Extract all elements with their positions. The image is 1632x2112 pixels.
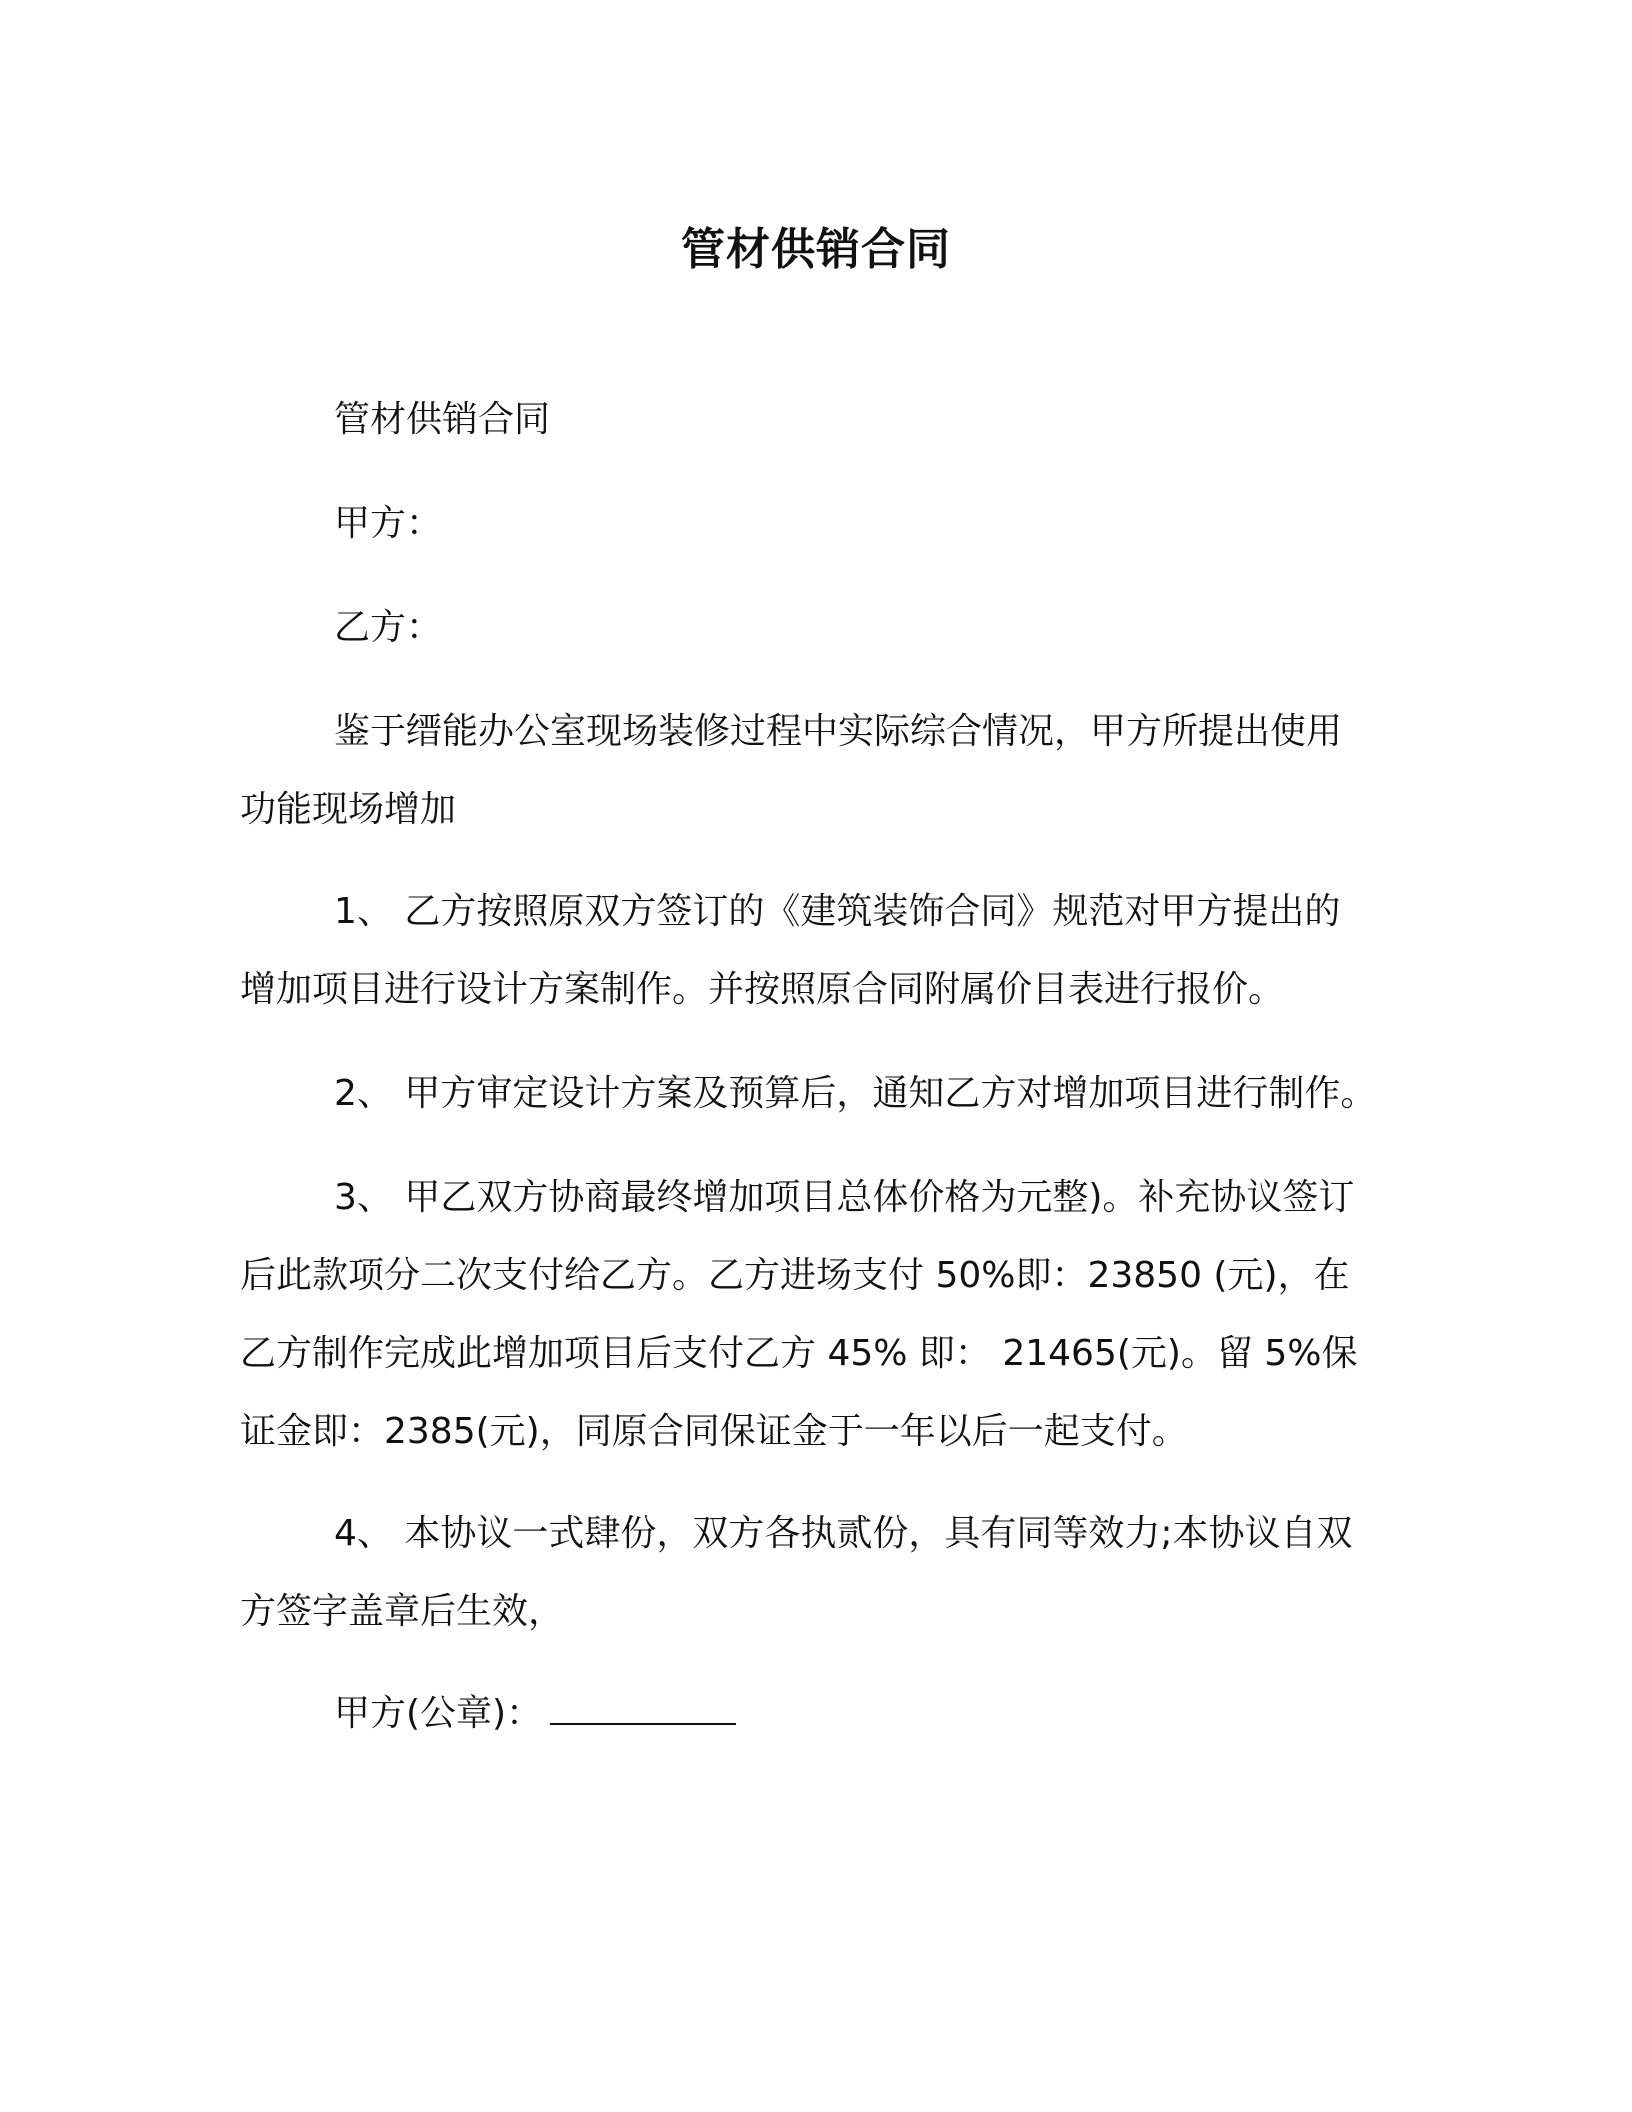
contract-subtitle: 管材供销合同 (334, 399, 551, 440)
clause-2-line-1: 2、 甲方审定设计方案及预算后，通知乙方对增加项目进行制作。 (334, 1073, 1377, 1114)
signature-label: 甲方(公章)： (334, 1693, 543, 1734)
party-a-label: 甲方： (334, 503, 443, 544)
document-title: 管材供销合同 (681, 224, 951, 275)
preamble-line-1: 鉴于缙能办公室现场装修过程中实际综合情况，甲方所提出使用 (334, 711, 1343, 752)
clause-1-line-1: 1、 乙方按照原双方签订的《建筑装饰合同》规范对甲方提出的 (334, 891, 1341, 932)
party-b-label: 乙方： (334, 607, 443, 648)
clause-3-line-3: 乙方制作完成此增加项目后支付乙方 45% 即： 21465(元)。留 5%保 (240, 1333, 1358, 1374)
clause-1-line-2: 增加项目进行设计方案制作。并按照原合同附属价目表进行报价。 (240, 969, 1285, 1010)
clause-3-line-1: 3、 甲乙双方协商最终增加项目总体价格为元整)。补充协议签订 (334, 1177, 1355, 1218)
signature-line (334, 1692, 736, 1736)
preamble-line-2: 功能现场增加 (240, 789, 457, 830)
signature-blank (550, 1693, 736, 1725)
clause-3-line-2: 后此款项分二次支付给乙方。乙方进场支付 50%即：23850 (元)，在 (240, 1255, 1350, 1296)
clause-3-line-4: 证金即：2385(元)，同原合同保证金于一年以后一起支付。 (240, 1411, 1188, 1452)
clause-4-line-1: 4、 本协议一式肆份，双方各执贰份，具有同等效力;本协议自双 (334, 1513, 1353, 1554)
clause-4-line-2: 方签字盖章后生效， (240, 1591, 565, 1632)
